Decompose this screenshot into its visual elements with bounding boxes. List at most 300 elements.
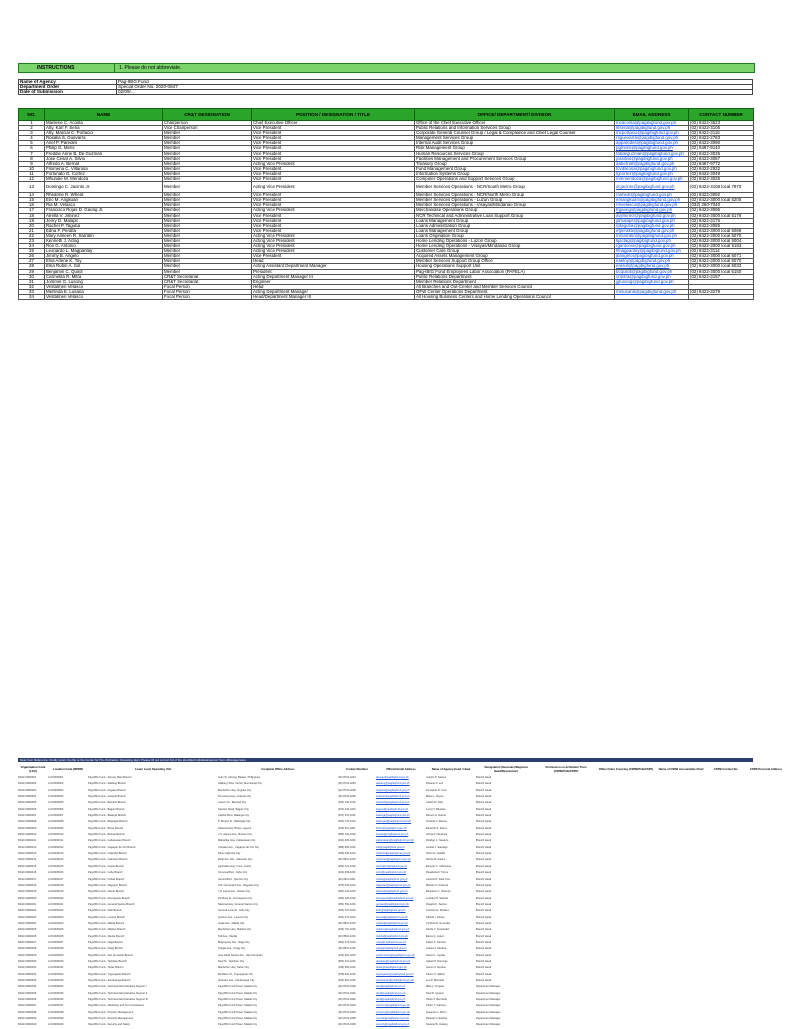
email-address[interactable]: mcportacio@pagibigfund.gov.ph bbox=[615, 131, 689, 136]
contact-number: (02) 8422-3095 bbox=[689, 208, 754, 213]
email-address[interactable]: avjiminez@pagibigfund.gov.ph bbox=[615, 213, 689, 218]
crt-designation: Member bbox=[163, 244, 252, 249]
person-name: Francisco Rojas D. Gaong Jr. bbox=[45, 208, 163, 213]
email-address[interactable]: rmvelasco@pagibigfund.gov.ph bbox=[615, 203, 689, 208]
row-number: 5 bbox=[19, 141, 45, 146]
branch-cell[interactable]: antipolo@pagibigfund.gov.ph bbox=[376, 795, 410, 799]
branch-cell: PAGFUND0023 bbox=[18, 915, 37, 919]
branch-cell: Pag-IBIG Fund - Makati Branch bbox=[88, 921, 125, 925]
email-address[interactable]: bcquilot@pagibigfund.gov.ph bbox=[615, 269, 689, 274]
agency-info-value: Special Order No. 2020-0847 bbox=[117, 85, 753, 90]
branch-cell: Branch Head bbox=[476, 795, 492, 799]
branch-cell: Quezon Ave., Lucena City bbox=[218, 915, 248, 919]
branch-cell: LOC0000024 bbox=[48, 921, 64, 925]
branch-cell: (045) 961-1001 bbox=[338, 953, 356, 957]
branch-cell: LOC0000014 bbox=[48, 858, 64, 862]
branch-cell[interactable]: tacloban@pagibigfund.gov.ph bbox=[376, 959, 411, 963]
branch-cell: PAGFUND0013 bbox=[18, 852, 37, 856]
position-title: Head/Department Manager III bbox=[252, 295, 415, 300]
branch-cell: Branch Head bbox=[476, 782, 492, 786]
branch-cell[interactable]: manila@pagibigfund.gov.ph bbox=[376, 934, 409, 938]
branch-cell[interactable]: tas2@pagibigfund.gov.ph bbox=[376, 991, 406, 995]
person-name: Merlinda E. Lusaria bbox=[45, 289, 163, 294]
email-address[interactable]: kjaclag@pagibigfund.gov.ph bbox=[615, 238, 689, 243]
branch-cell: (02) 8724-4306 bbox=[338, 1023, 356, 1027]
office-division: Member Relations Department bbox=[415, 279, 615, 284]
email-address[interactable]: rgantonio@pagibigfund.gov.ph bbox=[615, 244, 689, 249]
sheet-note: Note from Reference: Kindly return the file to the Center for Pre-Ordination Operating dept. Please fill out correct list of the identified individual/person from office/agencies. bbox=[18, 758, 753, 762]
branch-cell: PAGFUND0040 bbox=[18, 1023, 37, 1027]
branch-cell: PAGFUND0039 bbox=[18, 1017, 37, 1021]
branch-cell: Fernando R. Cruz bbox=[426, 788, 447, 792]
branch-cell: Alabang Town Center, Muntinlupa City bbox=[218, 782, 262, 786]
branch-cell: (034) 433-1001 bbox=[338, 801, 356, 805]
branch-cell: LOC0000023 bbox=[48, 915, 64, 919]
position-title: Chief Executive Officer bbox=[252, 121, 415, 126]
branch-cell[interactable]: malolos@pagibigfund.gov.ph bbox=[376, 928, 410, 932]
branch-cell[interactable]: security@pagibigfund.gov.ph bbox=[376, 1023, 410, 1027]
email-address[interactable]: frgaong@pagibigfund.gov.ph bbox=[615, 208, 689, 213]
crt-designation: CR&T Secretariat bbox=[163, 274, 252, 279]
branch-column-header: Complete Office Address bbox=[261, 766, 295, 771]
branch-cell: LOC0000028 bbox=[48, 947, 64, 951]
branch-column-header: CSPB Contact No. bbox=[713, 766, 739, 771]
crt-designation: Member bbox=[163, 238, 252, 243]
branch-cell[interactable]: cebu@pagibigfund.gov.ph bbox=[376, 871, 406, 875]
office-division: Home Lending Operations - Luzon Group bbox=[415, 238, 615, 243]
branch-cell: MacArthur Hwy, Angeles City bbox=[218, 788, 252, 792]
branch-cell: Branch Head bbox=[476, 788, 492, 792]
branch-cell: Pedro T. Cabrera bbox=[426, 1004, 446, 1008]
person-name: Ron G. Antonio bbox=[45, 244, 163, 249]
agency-info-row bbox=[19, 90, 753, 95]
branch-cell: PAGFUND0009 bbox=[18, 826, 37, 830]
branch-cell[interactable]: zamboanga@pagibigfund.gov.ph bbox=[376, 979, 414, 982]
branch-cell: Corrales Ave., Cagayan de Oro City bbox=[218, 845, 260, 849]
position-title: Head bbox=[252, 284, 415, 289]
position-title: Vice President bbox=[252, 228, 415, 233]
email-address[interactable]: rptaguba@pagibigfund.gov.ph bbox=[615, 223, 689, 228]
email-address[interactable]: fgcortez@pagibigfund.gov.ph bbox=[615, 171, 689, 176]
office-division: Facilities Management and Procurement Services Group bbox=[415, 156, 615, 161]
branch-cell: MacArthur Hwy, Malolos City bbox=[218, 928, 252, 932]
branch-row bbox=[18, 1022, 753, 1028]
office-division: Member Services Operations - NCR/North Metro Group bbox=[415, 193, 615, 198]
branch-cell: (02) 8361-1001 bbox=[338, 858, 356, 862]
person-name: Freddie Anne B. De Guzman bbox=[45, 151, 163, 156]
branch-cell: Taft Ave., Manila bbox=[218, 934, 237, 938]
branch-cell: (053) 321-1001 bbox=[338, 959, 356, 963]
branch-cell: PAGFUND0029 bbox=[18, 953, 37, 957]
email-address[interactable]: erasol@pagibigfund.gov.ph bbox=[615, 264, 689, 269]
instructions-text: 1. Please do not abbreviate. bbox=[119, 65, 182, 71]
person-name: Rosalia S. Guevarra bbox=[45, 136, 163, 141]
person-name: Benjamin C. Quilot bbox=[45, 269, 163, 274]
branch-cell[interactable]: balanga@pagibigfund.gov.ph bbox=[376, 814, 410, 818]
person-name: Mary Aimeen R. Sarratin bbox=[45, 233, 163, 238]
branch-cell: Gloria P. Mendoza bbox=[426, 833, 448, 837]
branch-cell[interactable]: alabang@pagibigfund.gov.ph bbox=[376, 782, 410, 786]
branch-cell[interactable]: tuguegarao@pagibigfund.gov.ph bbox=[376, 972, 414, 976]
branch-cell: Pag-IBIG Fund - Dagupan Branch bbox=[88, 883, 128, 887]
branch-cell: Branch Head bbox=[476, 940, 492, 944]
branch-cell[interactable]: iloilo@pagibigfund.gov.ph bbox=[376, 909, 406, 913]
email-address[interactable]: dcjacinto@pagibigfund.gov.ph bbox=[615, 182, 689, 193]
position-title: Vice President bbox=[252, 141, 415, 146]
person-name: Domingo C. Jacinto Jr. bbox=[45, 182, 163, 193]
branch-cell: (049) 511-1001 bbox=[338, 826, 356, 830]
branch-cell[interactable]: marcom@pagibigfund.gov.ph bbox=[376, 1004, 410, 1008]
branch-cell: Branch Head bbox=[476, 921, 492, 925]
branch-cell: (02) 8724-4248 bbox=[338, 788, 356, 792]
branch-cell: Branch Head bbox=[476, 826, 492, 830]
position-title: Head bbox=[252, 259, 415, 264]
office-division: Member Services Support Group Office bbox=[415, 259, 615, 264]
branch-directory-header bbox=[18, 762, 783, 775]
branch-cell: LOC0000021 bbox=[48, 902, 64, 906]
branch-cell: Pag-IBIG Fund - Baguio Branch bbox=[88, 807, 125, 811]
branch-cell: Isabel M. Domingo bbox=[426, 959, 448, 963]
email-address[interactable]: melusaria@pagibigfund.gov.ph bbox=[615, 289, 689, 294]
branch-cell: LOC0000025 bbox=[48, 928, 64, 932]
branch-cell: PAGFUND0022 bbox=[18, 909, 37, 913]
crt-designation: Member bbox=[163, 264, 252, 269]
branch-cell: Pag-IBIG Fund Tower, Makati City bbox=[218, 1017, 258, 1021]
branch-cell: LOC0000017 bbox=[48, 877, 64, 881]
branch-cell[interactable]: records@pagibigfund.gov.ph bbox=[376, 1017, 410, 1021]
branch-cell[interactable]: cavite@pagibigfund.gov.ph bbox=[376, 864, 408, 868]
branch-cell: (049) 545-1001 bbox=[338, 852, 356, 856]
branch-cell: PAGFUND0037 bbox=[18, 1004, 37, 1008]
branch-cell[interactable]: naga@pagibigfund.gov.ph bbox=[376, 940, 407, 944]
branch-cell: Pag-IBIG Fund - Technical Administrative Support II bbox=[88, 991, 148, 995]
email-address[interactable]: fcvillarosa@pagibigfund.gov.ph bbox=[615, 166, 689, 171]
branch-cell: Ernesto G. Villanueva bbox=[426, 864, 452, 868]
branch-cell: PAGFUND0020 bbox=[18, 896, 37, 900]
branch-cell[interactable]: tarlac@pagibigfund.gov.ph bbox=[376, 966, 407, 970]
branch-cell: Pag-IBIG Fund - Binan Branch bbox=[88, 826, 124, 830]
person-name: Kenneth J. Aclag bbox=[45, 238, 163, 243]
branch-column-header: Permission on Activation Trust (CSPB/Pink/CSPF) bbox=[545, 764, 587, 773]
branch-cell: Pag-IBIG Fund - Marketing and Communications bbox=[88, 1004, 145, 1008]
branch-cell: A.B. Fernandez Ave., Dagupan City bbox=[218, 883, 259, 887]
agency-info-value: 02/09/... bbox=[117, 90, 753, 95]
branch-directory-sheet bbox=[18, 758, 783, 1027]
branch-cell: Pag-IBIG Fund - Lucena Branch bbox=[88, 915, 126, 919]
branch-cell: PAGFUND0002 bbox=[18, 782, 37, 786]
branch-cell: Victor H. Castillo bbox=[426, 852, 446, 856]
branch-cell[interactable]: cdo@pagibigfund.gov.ph bbox=[376, 845, 405, 849]
branch-cell[interactable]: gensan@pagibigfund.gov.ph bbox=[376, 902, 409, 906]
person-name: Ariel P. Paredes bbox=[45, 141, 163, 146]
branch-cell[interactable]: lucena@pagibigfund.gov.ph bbox=[376, 915, 409, 919]
branch-cell: Branch Head bbox=[476, 845, 492, 849]
email-address[interactable]: jbangelo@pagibigfund.gov.ph bbox=[615, 254, 689, 259]
row-number: 14 bbox=[19, 193, 45, 198]
branch-cell[interactable]: abucay@pagibigfund.gov.ph bbox=[376, 776, 409, 779]
email-address[interactable]: apparedes@pagibigfund.gov.ph bbox=[615, 141, 689, 146]
branch-cell: Cynthia W. Gonzales bbox=[426, 921, 451, 925]
branch-cell: Ortigas Ave., Pasig City bbox=[218, 947, 246, 951]
office-division: OFW Center Operations Department bbox=[415, 289, 615, 294]
branch-cell: Real, Calamba City bbox=[218, 852, 241, 856]
branch-cell: Department Manager bbox=[476, 985, 501, 989]
position-title: Acting Vice President bbox=[252, 208, 415, 213]
column-header: POSITION / DESIGNATION / TITLE bbox=[252, 109, 415, 121]
row-number: 9 bbox=[19, 161, 45, 166]
branch-cell: (02) 8724-4303 bbox=[338, 1004, 356, 1008]
branch-column-header: Official Email Address bbox=[386, 766, 416, 771]
email-address[interactable]: emangkuan@pagibigfund.gov.ph bbox=[615, 198, 689, 203]
branch-cell: Pag-IBIG Fund - Property Management bbox=[88, 1010, 134, 1014]
contact-number: (02) 8422-3000 local 5033 bbox=[689, 264, 754, 269]
row-number: 33 bbox=[19, 289, 45, 294]
branch-cell[interactable]: tas1@pagibigfund.gov.ph bbox=[376, 985, 406, 989]
office-division: Member Services Operations - Visayas/Mindanao Group bbox=[415, 203, 615, 208]
branch-cell: LOC0000010 bbox=[48, 833, 64, 837]
branch-cell[interactable]: angeles@pagibigfund.gov.ph bbox=[376, 788, 410, 792]
person-name: Carmelita R. Mitra bbox=[45, 274, 163, 279]
row-number: 4 bbox=[19, 136, 45, 141]
branch-cell: Pag-IBIG Fund - Calamba Branch bbox=[88, 852, 127, 856]
branch-cell: PAGFUND0017 bbox=[18, 877, 37, 881]
position-title: Vice President bbox=[252, 166, 415, 171]
branch-cell: Branch Head bbox=[476, 858, 492, 862]
crt-designation: Member bbox=[163, 228, 252, 233]
branch-cell: Juanito P. Santos bbox=[426, 776, 446, 779]
table-row bbox=[19, 295, 754, 300]
branch-cell[interactable]: tas3@pagibigfund.gov.ph bbox=[376, 998, 406, 1002]
branch-cell: Amelia J. Santiago bbox=[426, 845, 448, 849]
crt-designation: Member bbox=[163, 269, 252, 274]
branch-column-header: Location Code (NPDR) bbox=[53, 766, 83, 771]
branch-cell: Pag-IBIG Fund Tower, Makati City bbox=[218, 1004, 258, 1008]
email-address[interactable]: pgmeris@pagibigfund.gov.ph bbox=[615, 146, 689, 151]
office-division: Human Resources Services Group bbox=[415, 151, 615, 156]
position-title: Vice President bbox=[252, 254, 415, 259]
email-address[interactable] bbox=[615, 295, 689, 300]
person-name: Philip G. Meris bbox=[45, 146, 163, 151]
contact-number: (02) 8422-3623 bbox=[689, 121, 754, 126]
crt-designation: Member bbox=[163, 208, 252, 213]
email-address[interactable]: fabdeguzman@pagibigfund.gov.ph bbox=[615, 151, 689, 156]
branch-cell[interactable]: caloocan@pagibigfund.gov.ph bbox=[376, 858, 411, 862]
office-division: Acquired Assets Management Group bbox=[415, 254, 615, 259]
email-address[interactable]: rrwheat@pagibigfund.gov.ph bbox=[615, 193, 689, 198]
branch-cell: Pag-IBIG Fund - General Santos Branch bbox=[88, 902, 135, 906]
branch-cell: Aguinaldo Hwy, Imus, Cavite bbox=[218, 864, 251, 868]
branch-cell: PAGFUND0036 bbox=[18, 998, 37, 1002]
crt-designation: Chairperson bbox=[163, 121, 252, 126]
branch-column-header: Designation (Secretary/Regional Head/Director/etc) bbox=[484, 764, 528, 773]
position-title: Vice President bbox=[252, 171, 415, 176]
branch-cell: PAGFUND0025 bbox=[18, 928, 37, 932]
contact-number: (02) 8487-9140 bbox=[689, 146, 754, 151]
branch-cell: LOC0000040 bbox=[48, 1023, 64, 1027]
branch-cell: LOC0000031 bbox=[48, 966, 64, 970]
branch-cell[interactable]: butuan@pagibigfund.gov.ph bbox=[376, 833, 409, 837]
email-address[interactable]: aabernal@pagibigfund.gov.ph bbox=[615, 161, 689, 166]
branch-cell: Teresita V. Ramos bbox=[426, 820, 447, 824]
branch-cell: (02) 8631-1001 bbox=[338, 947, 356, 951]
branch-cell: (044) 463-1001 bbox=[338, 839, 356, 843]
branch-cell: Lourdes N. Salazar bbox=[426, 896, 449, 900]
branch-cell: LOC0000032 bbox=[48, 972, 64, 976]
branch-cell[interactable]: bacolod@pagibigfund.gov.ph bbox=[376, 801, 410, 805]
row-number: 27 bbox=[19, 259, 45, 264]
branch-cell[interactable]: baguio@pagibigfund.gov.ph bbox=[376, 807, 409, 811]
person-name: Atrella V. Jiminez bbox=[45, 213, 163, 218]
branch-cell: Jaime N. Soriano bbox=[426, 966, 446, 970]
person-name: Atty. Karl F. Seria bbox=[45, 126, 163, 131]
branch-cell: LOC0000020 bbox=[48, 896, 64, 900]
branch-cell: PAGFUND0011 bbox=[18, 839, 37, 843]
office-division: Member Services Operations - Luzon Group bbox=[415, 198, 615, 203]
branch-cell[interactable]: dagupan@pagibigfund.gov.ph bbox=[376, 883, 411, 887]
branch-column-header: Name of CSPB Accountable Chief bbox=[658, 766, 704, 771]
instructions-bar bbox=[18, 63, 755, 73]
office-division: NCR Technical and Administrative Loan Support Group bbox=[415, 213, 615, 218]
branch-cell[interactable]: pasig@pagibigfund.gov.ph bbox=[376, 947, 407, 951]
branch-cell: Pag-IBIG Fund - Tacloban Branch bbox=[88, 959, 127, 963]
office-division: Internal Audit Services Group bbox=[415, 141, 615, 146]
branch-cell: Pag-IBIG Fund - Dumaguete Branch bbox=[88, 896, 130, 900]
branch-cell: LOC0000016 bbox=[48, 871, 64, 875]
row-number: 21 bbox=[19, 228, 45, 233]
branch-cell: LOC0000026 bbox=[48, 934, 64, 938]
branch-cell: (075) 522-1001 bbox=[338, 883, 356, 887]
person-name: Leonardo L. Magpantay bbox=[45, 249, 163, 254]
email-address[interactable]: efperalta@pagibigfund.gov.ph bbox=[615, 228, 689, 233]
branch-cell: (047) 237-1001 bbox=[338, 814, 356, 818]
email-address[interactable]: mcacosta@pagibigfund.gov.ph bbox=[615, 121, 689, 126]
branch-cell: Rosalinda F. Torres bbox=[426, 871, 449, 875]
crt-designation: Member bbox=[163, 141, 252, 146]
person-name: Jommel G. Lusong bbox=[45, 279, 163, 284]
branch-cell: Pag-IBIG Fund - Cavite Branch bbox=[88, 864, 124, 868]
branch-cell: (074) 442-1100 bbox=[338, 807, 356, 811]
branch-cell[interactable]: cubao@pagibigfund.gov.ph bbox=[376, 877, 408, 881]
contact-number: (02) 8487-9772 bbox=[689, 161, 754, 166]
branch-cell: Branch Head bbox=[476, 839, 492, 843]
branch-cell: (02) 8724-4250 bbox=[338, 795, 356, 799]
branch-cell[interactable]: cabanatuan@pagibigfund.gov.ph bbox=[376, 839, 414, 843]
branch-cell: Ramon A. Garcia bbox=[426, 814, 446, 818]
office-division: Pag-IBIG Fund Employees Labor Association (PAFELA) bbox=[415, 269, 615, 274]
agency-info-key: Date of Submission bbox=[19, 90, 117, 95]
office-division: Loans Origination Group bbox=[415, 233, 615, 238]
crt-designation: Member bbox=[163, 156, 252, 161]
branch-cell: PAGFUND0007 bbox=[18, 814, 37, 818]
branch-cell: LOC0000029 bbox=[48, 953, 64, 957]
office-division: Public Relations and Information Services Group bbox=[415, 126, 615, 131]
branch-cell: Antonio R. Dela Cruz bbox=[426, 877, 451, 881]
office-division: Fund Management Group bbox=[415, 166, 615, 171]
position-title: Acting Vice President bbox=[252, 238, 415, 243]
contact-number: (02) 8422-2932 bbox=[689, 166, 754, 171]
branch-cell[interactable]: batangas@pagibigfund.gov.ph bbox=[376, 820, 412, 824]
crt-designation: Member bbox=[163, 233, 252, 238]
row-number: 31 bbox=[19, 279, 45, 284]
email-address[interactable]: mrsarratin@pagibigfund.gov.ph bbox=[615, 233, 689, 238]
branch-cell[interactable]: makati@pagibigfund.gov.ph bbox=[376, 921, 409, 925]
email-address[interactable]: eaktoy@pagibigfund.gov.ph bbox=[615, 259, 689, 264]
email-address[interactable]: rsguevarra@pagibigfund.gov.ph bbox=[615, 136, 689, 141]
branch-cell: Pag-IBIG Fund - Caloocan Branch bbox=[88, 858, 128, 862]
branch-cell: Branch Head bbox=[476, 959, 492, 963]
contact-number: (02) 8422-3087 bbox=[689, 156, 754, 161]
branch-cell: Branch Head bbox=[476, 833, 492, 837]
branch-cell: Pag-IBIG Fund - Tarlac Branch bbox=[88, 966, 124, 970]
branch-cell: PAGFUND0015 bbox=[18, 864, 37, 868]
branch-cell: Pag-IBIG Fund - Butuan Branch bbox=[88, 833, 125, 837]
branch-cell[interactable]: dumaguete@pagibigfund.gov.ph bbox=[376, 896, 414, 900]
branch-cell[interactable]: property@pagibigfund.gov.ph bbox=[376, 1010, 410, 1014]
branch-cell: Branch Head bbox=[476, 953, 492, 957]
branch-cell[interactable]: calamba@pagibigfund.gov.ph bbox=[376, 852, 411, 856]
branch-cell: Branch Head bbox=[476, 902, 492, 906]
branch-cell: Lacson St., Bacolod City bbox=[218, 801, 247, 805]
branch-cell: (078) 844-1001 bbox=[338, 972, 356, 976]
row-number: 1 bbox=[19, 121, 45, 126]
branch-cell: Pag-IBIG Fund - Security and Safety bbox=[88, 1023, 131, 1027]
branch-cell: (02) 8724-4305 bbox=[338, 1017, 356, 1021]
branch-cell: Branch Head bbox=[476, 883, 492, 887]
contact-number: (02) 8422-3000 local 5183 bbox=[689, 244, 754, 249]
branch-cell[interactable]: davao@pagibigfund.gov.ph bbox=[376, 890, 408, 894]
email-address[interactable]: mmmendoza@pagibigfund.gov.ph bbox=[615, 177, 689, 182]
branch-cell[interactable]: binan@pagibigfund.gov.ph bbox=[376, 826, 407, 830]
email-address[interactable]: jcasilvio@pagibigfund.gov.ph bbox=[615, 156, 689, 161]
email-address[interactable]: jdmalapit@pagibigfund.gov.ph bbox=[615, 218, 689, 223]
branch-cell: LOC0000008 bbox=[48, 820, 64, 824]
office-division: Information Systems Group bbox=[415, 171, 615, 176]
position-title: Acting Vice President bbox=[252, 244, 415, 249]
row-number: 34 bbox=[19, 295, 45, 300]
branch-cell: PAGFUND0006 bbox=[18, 807, 37, 811]
crt-designation: Member bbox=[163, 203, 252, 208]
branch-cell: Pag-IBIG Fund - Technical Administrative Support III bbox=[88, 998, 148, 1002]
branch-cell: (046) 471-1001 bbox=[338, 864, 356, 868]
branch-cell: PAGFUND0034 bbox=[18, 985, 37, 989]
email-address[interactable]: llmagpantay@pagibigfund.gov.ph bbox=[615, 249, 689, 254]
email-address[interactable]: kfseria@pagibigfund.gov.ph bbox=[615, 126, 689, 131]
email-address[interactable]: crmitra@pagibigfund.gov.ph bbox=[615, 274, 689, 279]
branch-column-header: CSPB Personal Address bbox=[749, 766, 783, 771]
branch-cell: Department Manager bbox=[476, 998, 501, 1002]
crt-designation: Member bbox=[163, 218, 252, 223]
branch-cell: Branch Head bbox=[476, 877, 492, 881]
column-header: CR&T DESIGNATION bbox=[163, 109, 252, 121]
office-division: Loans Management Group bbox=[415, 218, 615, 223]
branch-cell: PAGFUND0012 bbox=[18, 845, 37, 849]
branch-cell: LOC0000004 bbox=[48, 795, 64, 799]
branch-cell: Rogelio K. Santos bbox=[426, 902, 447, 906]
branch-cell: Branch Head bbox=[476, 928, 492, 932]
branch-cell: PAGFUND0021 bbox=[18, 902, 37, 906]
row-number: 17 bbox=[19, 208, 45, 213]
branch-cell[interactable]: sanfernando@pagibigfund.gov.ph bbox=[376, 953, 415, 957]
email-address[interactable]: jglusong@pagibigfund.gov.ph bbox=[615, 279, 689, 284]
branch-cell: Real St., Tacloban City bbox=[218, 959, 245, 963]
branch-cell: Rodrigo C. Navarro bbox=[426, 839, 449, 843]
branch-cell: Noel R. Ignacio bbox=[426, 991, 444, 995]
branch-cell: LOC0000027 bbox=[48, 940, 64, 944]
crt-designation: Member bbox=[163, 193, 252, 198]
crt-designation: Member bbox=[163, 136, 252, 141]
branch-cell: Pag-IBIG Fund - Pasig Branch bbox=[88, 947, 124, 951]
person-name: Marilene C. Acosta bbox=[45, 121, 163, 126]
